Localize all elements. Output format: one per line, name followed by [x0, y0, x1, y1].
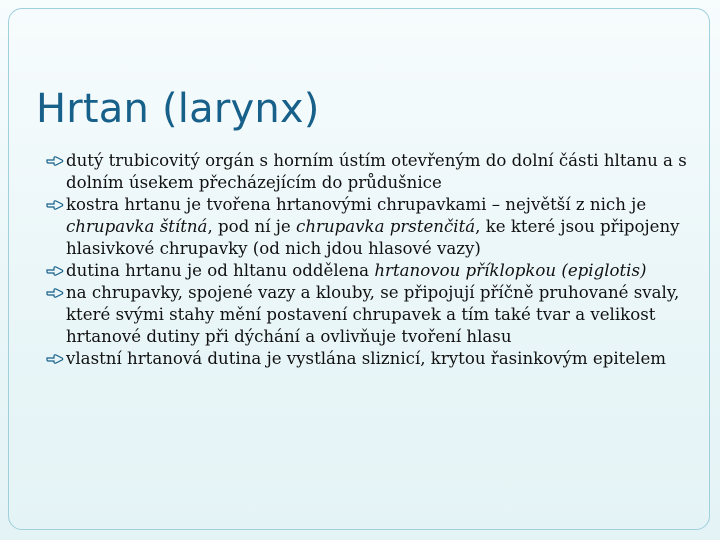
- hand-pointing-icon: [46, 264, 64, 278]
- bullet-emphasis: hrtanovou příklopkou (epiglotis): [374, 261, 647, 280]
- bullet-text: dutý trubicovitý orgán s horním ústím otevřeným do dolní části hltanu a s dolním úsekem přecházejícím do průdušnice: [66, 151, 687, 192]
- hand-pointing-icon: [46, 286, 64, 300]
- hand-pointing-icon: [46, 154, 64, 168]
- bullet-text: , pod ní je: [207, 217, 297, 236]
- bullet-emphasis: chrupavka prstenčitá: [296, 217, 476, 236]
- bullet-text: kostra hrtanu je tvořena hrtanovými chrupavkami – největší z nich je: [66, 195, 647, 214]
- slide-title: Hrtan (larynx): [36, 86, 320, 132]
- bullet-item: [42, 260, 692, 282]
- bullet-list: [42, 150, 692, 370]
- bullet-text: na chrupavky, spojené vazy a klouby, se připojují příčně pruhované svaly, které svými stahy mění postavení chrupavek a tím také tvar a velikost hrtanové dutiny při dýchání a ovlivňuje tvoření hlasu: [66, 283, 680, 346]
- bullet-item: [42, 194, 692, 260]
- bullet-text: dutina hrtanu je od hltanu oddělena: [66, 261, 375, 280]
- bullet-item: [42, 282, 692, 348]
- bullet-item: [42, 348, 692, 370]
- bullet-text: , ke které jsou připojeny hlasivkové chrupavky (od nich jdou hlasové vazy): [66, 217, 680, 258]
- bullet-text: vlastní hrtanová dutina je vystlána sliznicí, krytou řasinkovým epitelem: [66, 349, 667, 368]
- bullet-emphasis: chrupavka štítná: [66, 217, 208, 236]
- hand-pointing-icon: [46, 352, 64, 366]
- hand-pointing-icon: [46, 198, 64, 212]
- bullet-item: [42, 150, 692, 194]
